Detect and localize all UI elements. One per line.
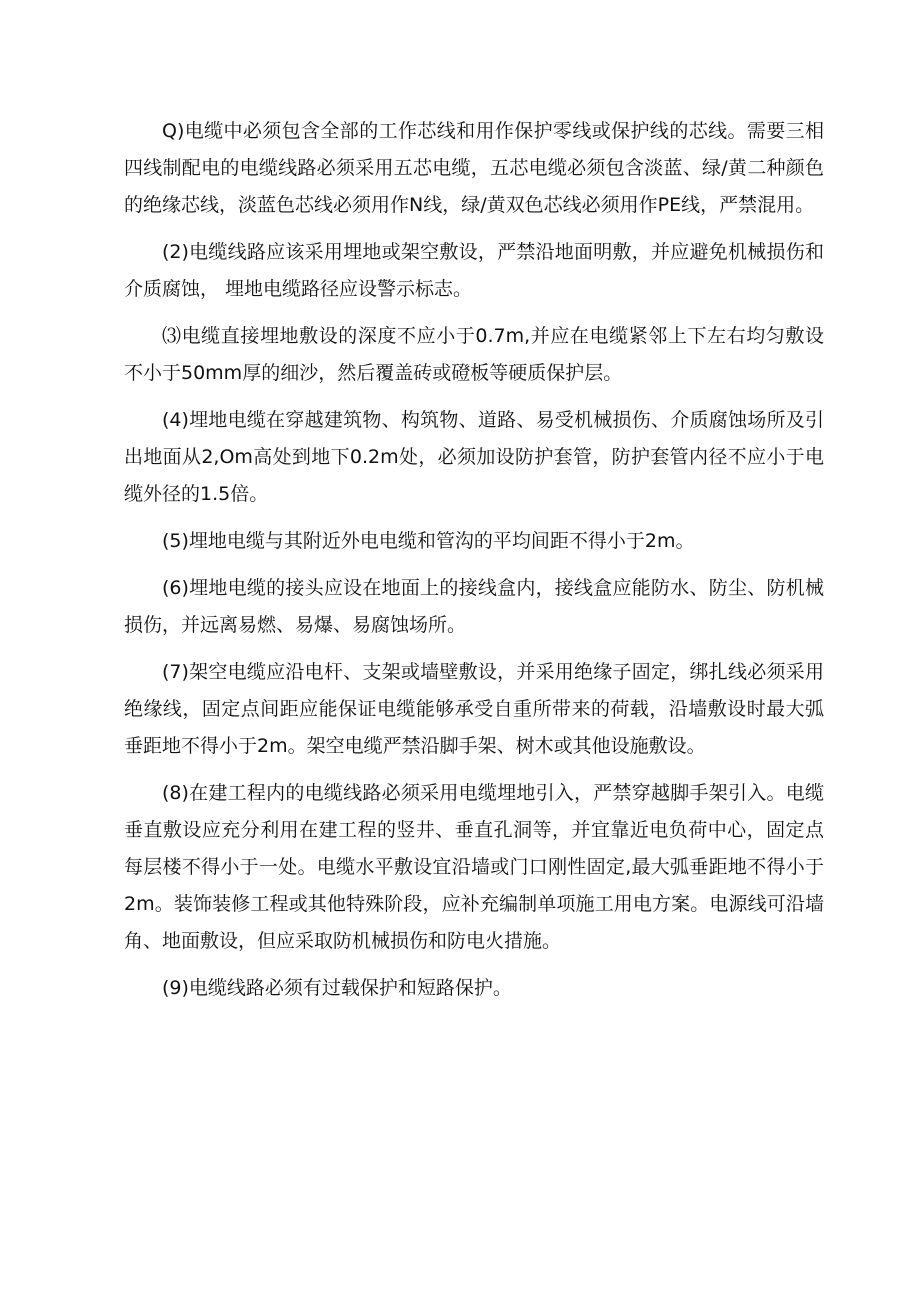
- paragraph-6: (6)埋地电缆的接头应设在地面上的接线盒内，接线盒应能防水、防尘、防机械损伤，并远离易燃、易爆、易腐蚀场所。: [124, 577, 824, 636]
- paragraph-3: ⑶电缆直接埋地敷设的深度不应小于0.7m,并应在电缆紧邻上下左右均匀敷设不小于50mm厚的细沙，然后覆盖砖或磴板等硬质保护层。: [124, 325, 824, 384]
- paragraph-7: (7)架空电缆应沿电杆、支架或墙壁敷设，并采用绝缘子固定，绑扎线必须采用绝缘线，固定点间距应能保证电缆能够承受自重所带来的荷载，沿墙敷设时最大弧垂距地不得小于2m。架空电缆严禁沿脚手架、树木或其他设施敷设。: [124, 661, 824, 757]
- paragraph-9: (9)电缆线路必须有过载保护和短路保护。: [162, 977, 512, 999]
- document-body: [124, 113, 824, 1007]
- paragraph-8: (8)在建工程内的电缆线路必须采用电缆埋地引入，严禁穿越脚手架引入。电缆垂直敷设应充分利用在建工程的竖井、垂直孔洞等，并宜靠近电负荷中心，固定点每层楼不得小于一处。电缆水平敷设宜沿墙或门口刚性固定,最大弧垂距地不得小于2m。装饰装修工程或其他特殊阶段，应补充编制单项施工用电方案。电源线可沿墙角、地面敷设，但应采取防机械损伤和防电火措施。: [124, 782, 824, 952]
- paragraph-5: (5)埋地电缆与其附近外电电缆和管沟的平均间距不得小于2m。: [162, 530, 695, 552]
- paragraph-2: (2)电缆线路应该采用埋地或架空敷设，严禁沿地面明敷，并应避免机械损伤和介质腐蚀， 埋地电缆路径应设警示标志。: [124, 241, 824, 300]
- paragraph-1: Q)电缆中必须包含全部的工作芯线和用作保护零线或保护线的芯线。需要三相四线制配电的电缆线路必须采用五芯电缆，五芯电缆必须包含淡蓝、绿/黄二种颜色的绝缘芯线，淡蓝色芯线必须用作N线，绿/黄双色芯线必须用作PE线，严禁混用。: [124, 120, 824, 216]
- paragraph-4: (4)埋地电缆在穿越建筑物、构筑物、道路、易受机械损伤、介质腐蚀场所及引出地面从2,Om高处到地下0.2m处，必须加设防护套管，防护套管内径不应小于电缆外径的1.5倍。: [124, 409, 824, 505]
